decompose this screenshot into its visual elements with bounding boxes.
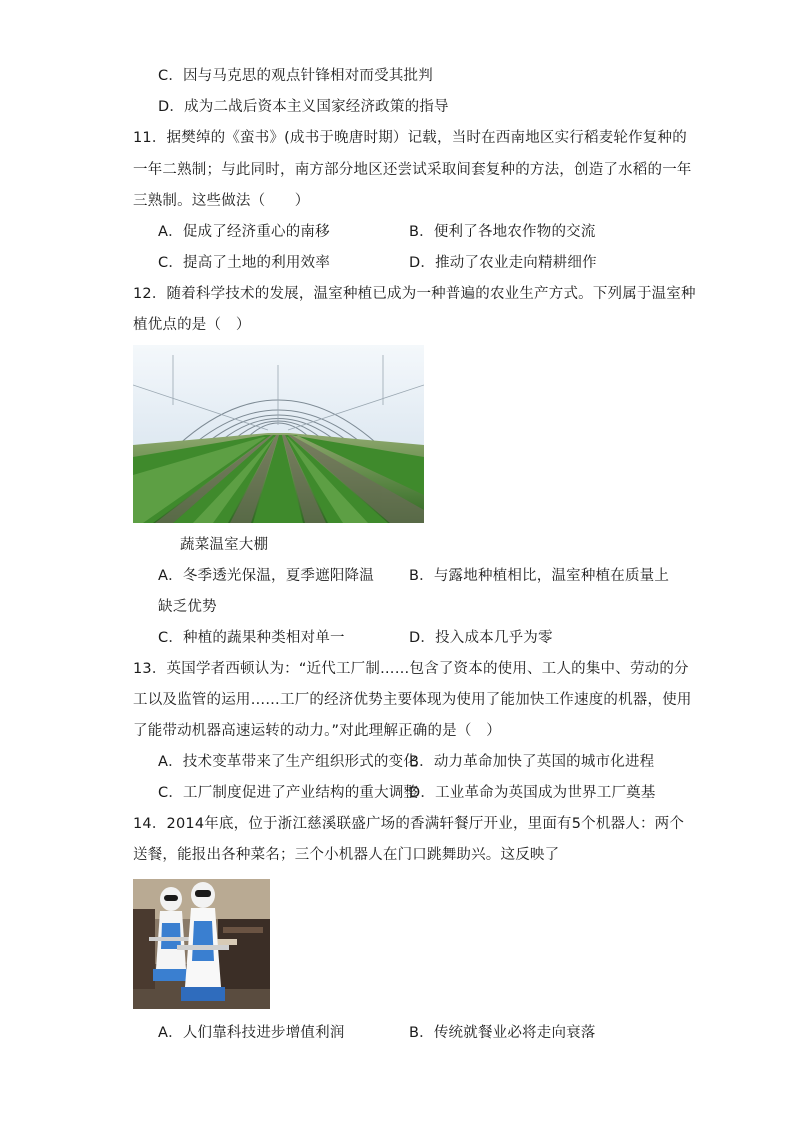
restaurant-robots-photo	[133, 879, 270, 1009]
q12-option-c: C．种植的蔬果种类相对单一	[158, 630, 345, 646]
q11-stem-line3: 三熟制。这些做法（ ）	[133, 193, 310, 209]
q12-stem-line1: 12．随着科学技术的发展，温室种植已成为一种普遍的农业生产方式。下列属于温室种	[133, 286, 696, 302]
q11-stem-line1: 11．据樊绰的《蛮书》(成书于晚唐时期）记载，当时在西南地区实行稻麦轮作复种的	[133, 130, 687, 146]
q14-stem-line2: 送餐，能报出各种菜名；三个小机器人在门口跳舞助兴。这反映了	[133, 847, 560, 863]
q13-option-c: C．工厂制度促进了产业结构的重大调整	[158, 785, 419, 801]
q11-stem-line2: 一年二熟制；与此同时，南方部分地区还尝试采取间套复种的方法，创造了水稻的一年	[133, 162, 692, 178]
q11-option-a: A．促成了经济重心的南移	[158, 224, 330, 240]
q14-option-b: B．传统就餐业必将走向衰落	[409, 1025, 596, 1041]
q13-option-d: D．工业革命为英国成为世界工厂奠基	[409, 785, 656, 801]
q12-option-a: A．冬季透光保温，夏季遮阳降温	[158, 568, 374, 584]
q10-option-d: D．成为二战后资本主义国家经济政策的指导	[158, 99, 449, 115]
greenhouse-photo	[133, 345, 424, 523]
q13-stem-line3: 了能带动机器高速运转的动力。”对此理解正确的是（ ）	[133, 723, 501, 739]
greenhouse-caption: 蔬菜温室大棚	[180, 537, 269, 553]
q10-option-c: C．因与马克思的观点针锋相对而受其批判	[158, 68, 433, 84]
q13-option-b: B．动力革命加快了英国的城市化进程	[409, 754, 655, 770]
q12-option-b-continued: 缺乏优势	[158, 599, 217, 615]
q11-option-b: B．便利了各地农作物的交流	[409, 224, 596, 240]
q12-stem-line2: 植优点的是（ ）	[133, 317, 251, 333]
q11-option-c: C．提高了土地的利用效率	[158, 255, 331, 271]
q12-option-b: B．与露地种植相比，温室种植在质量上	[409, 568, 670, 584]
q13-stem-line2: 工以及监管的运用……工厂的经济优势主要体现为使用了能加快工作速度的机器，使用	[133, 692, 692, 708]
q13-stem-line1: 13．英国学者西顿认为：“近代工厂制……包含了资本的使用、工人的集中、劳动的分	[133, 661, 689, 677]
q13-option-a: A．技术变革带来了生产组织形式的变化	[158, 754, 419, 770]
q14-stem-line1: 14．2014年底，位于浙江慈溪联盛广场的香满轩餐厅开业，里面有5个机器人：两个	[133, 816, 685, 832]
q14-option-a: A．人们靠科技进步增值利润	[158, 1025, 345, 1041]
q12-option-d: D．投入成本几乎为零	[409, 630, 553, 646]
q11-option-d: D．推动了农业走向精耕细作	[409, 255, 597, 271]
